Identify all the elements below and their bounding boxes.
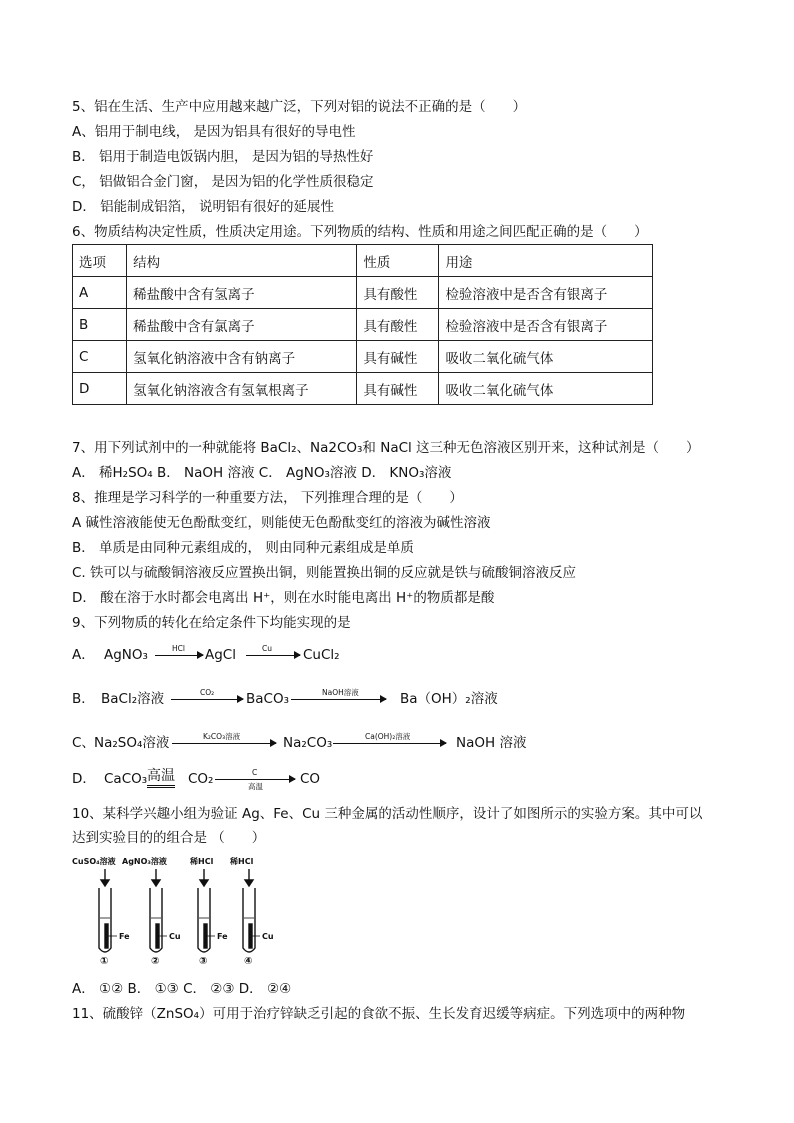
substance: BaCl₂溶液 [101, 691, 165, 707]
table-cell: B [73, 309, 127, 341]
table-cell: 吸收二氧化硫气体 [439, 341, 653, 373]
table-cell: 稀盐酸中含有氢离子 [127, 277, 357, 309]
q9-stem: 9、下列物质的转化在给定条件下均能实现的是 [72, 615, 351, 631]
arrow-icon [291, 699, 386, 700]
option-label: A． [72, 647, 95, 663]
table-cell: 具有酸性 [357, 277, 439, 309]
option-label: C、 [72, 735, 95, 751]
table-row [73, 373, 653, 405]
condition: K₂CO₃溶液 [203, 732, 241, 741]
q5-option-b: B． 铝用于制造电饭锅内胆， 是因为铝的导热性好 [72, 149, 374, 165]
q5-stem: 5、铝在生活、生产中应用越来越广泛，下列对铝的说法不正确的是（ ） [72, 99, 527, 115]
condition: CO₂ [200, 688, 215, 697]
arrow-icon [172, 743, 276, 744]
table-cell: 具有碱性 [357, 341, 439, 373]
q5-option-a: A、铝用于制电线， 是因为铝具有很好的导电性 [72, 124, 356, 140]
q6-table [72, 244, 653, 405]
arrow-icon [215, 779, 295, 780]
table-cell: C [73, 341, 127, 373]
tube-reagent-label: 稀HCl [230, 857, 254, 866]
q8-option-c: C. 铁可以与硫酸铜溶液反应置换出铜，则能置换出铜的反应就是铁与硫酸铜溶液反应 [72, 565, 577, 581]
table-row [73, 341, 653, 373]
substance: Ba（OH）₂溶液 [400, 691, 498, 707]
q6-stem: 6、物质结构决定性质，性质决定用途。下列物质的结构、性质和用途之间匹配正确的是（ ） [72, 224, 648, 240]
tube-metal-label: Cu [262, 932, 274, 941]
condition: NaOH溶液 [322, 688, 359, 697]
table-row [73, 309, 653, 341]
tube-number: ③ [199, 956, 208, 967]
q7-options: A． 稀H₂SO₄ B． NaOH 溶液 C． AgNO₃溶液 D． KNO₃溶液 [72, 465, 452, 481]
table-header-cell: 结构 [127, 245, 357, 277]
condition: HCl [172, 644, 185, 653]
q10-options: A． ①② B． ①③ C． ②③ D． ②④ [72, 981, 292, 997]
tube-number: ② [151, 956, 160, 967]
table-cell: 检验溶液中是否含有银离子 [439, 277, 653, 309]
q7-stem: 7、用下列试剂中的一种就能将 BaCl₂、Na2CO₃和 NaCl 这三种无色溶液区别开来，这种试剂是（ ） [72, 440, 700, 456]
substance: CO [300, 771, 321, 787]
condition: C [252, 768, 258, 777]
option-label: D． [72, 771, 96, 787]
q8-stem: 8、推理是学习科学的一种重要方法， 下列推理合理的是（ ） [72, 490, 463, 506]
arrow-icon [155, 655, 203, 656]
condition: Ca(OH)₂溶液 [365, 732, 411, 741]
table-cell: 具有酸性 [357, 309, 439, 341]
substance: AgNO₃ [104, 647, 148, 663]
tube-metal-label: Fe [119, 932, 130, 941]
q8-option-a: A 碱性溶液能使无色酚酞变红，则能使无色酚酞变红的溶液为碱性溶液 [72, 515, 491, 531]
table-cell: 氢氧化钠溶液含有氢氧根离子 [127, 373, 357, 405]
arrow-icon [246, 655, 300, 656]
q10-stem-line2: 达到实验目的的组合是 （ ） [72, 830, 266, 846]
substance: Na₂CO₃ [283, 735, 333, 751]
tube-metal-label: Cu [169, 932, 181, 941]
table-header-cell: 选项 [73, 245, 127, 277]
q8-option-d: D． 酸在溶于水时都会电离出 H⁺，则在水时能电离出 H⁺的物质都是酸 [72, 590, 495, 606]
table-header-cell: 用途 [439, 245, 653, 277]
condition-high-temp: 高温 [147, 768, 175, 788]
substance: CaCO₃ [104, 771, 148, 787]
substance: CuCl₂ [303, 647, 340, 663]
tube-number: ① [100, 956, 109, 967]
table-cell: 稀盐酸中含有氯离子 [127, 309, 357, 341]
table-cell: 检验溶液中是否含有银离子 [439, 309, 653, 341]
table-cell: D [73, 373, 127, 405]
tube-reagent-label: CuSO₄溶液 [72, 857, 116, 866]
table-header-row [73, 245, 653, 277]
test-tubes-icon [72, 856, 292, 968]
tube-reagent-label: AgNO₃溶液 [122, 857, 167, 866]
tube-reagent-label: 稀HCl [190, 857, 214, 866]
table-cell: A [73, 277, 127, 309]
q5-option-c: C， 铝做铝合金门窗， 是因为铝的化学性质很稳定 [72, 174, 374, 190]
substance: CO₂ [188, 771, 214, 787]
table-cell: 具有碱性 [357, 373, 439, 405]
arrow-icon [333, 743, 446, 744]
q10-stem-line1: 10、某科学兴趣小组为验证 Ag、Fe、Cu 三种金属的活动性顺序，设计了如图所示的实验方案。其中可以 [72, 806, 703, 822]
table-row [73, 277, 653, 309]
substance: NaOH 溶液 [456, 735, 527, 751]
substance: AgCl [205, 647, 236, 663]
q11-stem: 11、硫酸锌（ZnSO₄）可用于治疗锌缺乏引起的食欲不振、生长发育迟缓等病症。下列选项中的两种物 [72, 1006, 686, 1022]
substance: Na₂SO₄溶液 [94, 735, 170, 751]
option-label: B． [72, 691, 95, 707]
tube-metal-label: Fe [217, 932, 228, 941]
q8-option-b: B． 单质是由同种元素组成的， 则由同种元素组成是单质 [72, 540, 414, 556]
q10-test-tube-figure [72, 856, 292, 968]
condition: Cu [262, 644, 272, 653]
arrow-icon [171, 699, 243, 700]
tube-number: ④ [244, 956, 253, 967]
table-header-cell: 性质 [357, 245, 439, 277]
substance: BaCO₃ [246, 691, 289, 707]
table-cell: 氢氧化钠溶液中含有钠离子 [127, 341, 357, 373]
condition-below: 高温 [248, 782, 263, 791]
table-cell: 吸收二氧化硫气体 [439, 373, 653, 405]
q5-option-d: D． 铝能制成铝箔， 说明铝有很好的延展性 [72, 199, 334, 215]
